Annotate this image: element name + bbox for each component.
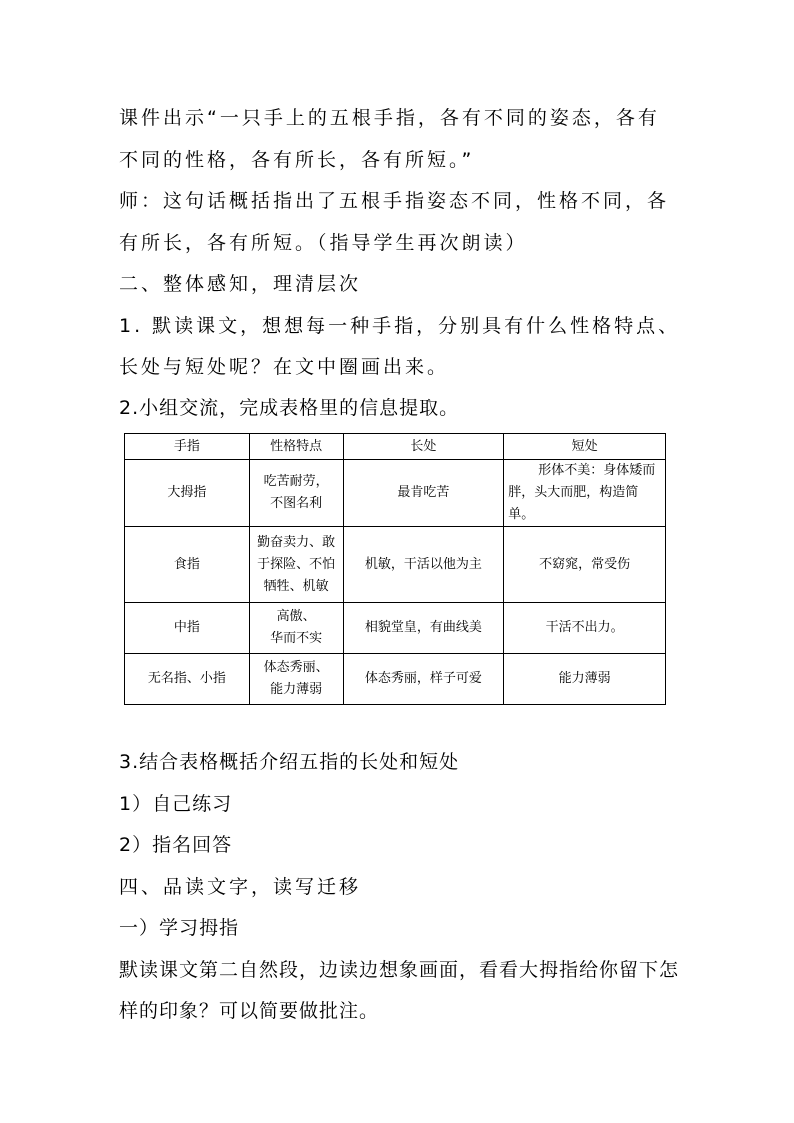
cell-finger: 食指 — [125, 527, 250, 603]
cell-strength: 体态秀丽，样子可爱 — [343, 654, 504, 705]
header-finger: 手指 — [125, 434, 250, 460]
trait-line: 勤奋卖力、敢 — [257, 534, 336, 550]
table-header-row — [125, 434, 666, 460]
header-weakness: 短处 — [504, 434, 666, 460]
paragraph-text: 有所长，各有所短。（指导学生再次朗读） — [119, 232, 528, 254]
paragraph-text: 不同的性格，各有所长，各有所短。” — [119, 149, 475, 171]
list-item: 1）自己练习 — [119, 793, 233, 815]
trait-line: 吃苦耐劳， — [263, 474, 329, 489]
trait-line: 体态秀丽、 — [263, 660, 329, 675]
table-row — [125, 527, 666, 603]
cell-weakness: 能力薄弱 — [504, 654, 666, 705]
header-strength: 长处 — [343, 434, 504, 460]
paragraph-text: 课件出示“一只手上的五根手指，各有不同的姿态，各有 — [119, 107, 660, 129]
table-row — [125, 460, 666, 527]
cell-finger: 大拇指 — [125, 460, 250, 527]
cell-trait — [249, 460, 343, 527]
cell-weakness: 不窈窕，常受伤 — [504, 527, 666, 603]
table-row — [125, 654, 666, 705]
paragraph-text: 长处与短处呢？在文中圈画出来。 — [119, 356, 450, 378]
trait-line: 华而不实 — [270, 631, 323, 646]
trait-line: 于探险、不怕 — [257, 556, 336, 572]
paragraph-text: 样的印象？可以简要做批注。 — [119, 1000, 380, 1022]
table-row — [125, 603, 666, 654]
trait-line: 高傲、 — [276, 609, 316, 624]
cell-finger: 无名指、小指 — [125, 654, 250, 705]
cell-strength: 机敏，干活以他为主 — [343, 527, 504, 603]
subsection-heading: 一）学习拇指 — [119, 917, 240, 939]
section-heading: 四、品读文字，读写迁移 — [119, 876, 362, 898]
paragraph-text: 3.结合表格概括介绍五指的长处和短处 — [119, 751, 460, 773]
paragraph-text: 1. 默读课文，想想每一种手指，分别具有什么性格特点、 — [119, 315, 681, 337]
trait-line: 不图名利 — [270, 496, 323, 511]
section-heading: 二、整体感知，理清层次 — [119, 273, 362, 295]
paragraph-text: 默读课文第二自然段，边读边想象画面，看看大拇指给你留下怎 — [119, 959, 680, 981]
finger-info-table — [124, 433, 666, 705]
cell-trait — [249, 603, 343, 654]
paragraph-text: 师：这句话概括指出了五根手指姿态不同，性格不同，各 — [119, 190, 670, 212]
list-item: 2）指名回答 — [119, 834, 233, 856]
cell-weakness — [504, 460, 666, 527]
header-trait: 性格特点 — [249, 434, 343, 460]
cell-strength: 最肯吃苦 — [343, 460, 504, 527]
trait-line: 能力薄弱 — [270, 682, 323, 697]
cell-trait — [249, 527, 343, 603]
weakness-line: 胖，头大而肥，构造简单。 — [508, 485, 639, 522]
trait-line: 牺牲、机敏 — [263, 578, 329, 594]
cell-weakness: 干活不出力。 — [504, 603, 666, 654]
cell-strength: 相貌堂皇，有曲线美 — [343, 603, 504, 654]
paragraph-text: 2.小组交流，完成表格里的信息提取。 — [119, 397, 460, 419]
cell-trait — [249, 654, 343, 705]
cell-finger: 中指 — [125, 603, 250, 654]
weakness-line: 形体不美：身体矮而 — [538, 463, 656, 478]
